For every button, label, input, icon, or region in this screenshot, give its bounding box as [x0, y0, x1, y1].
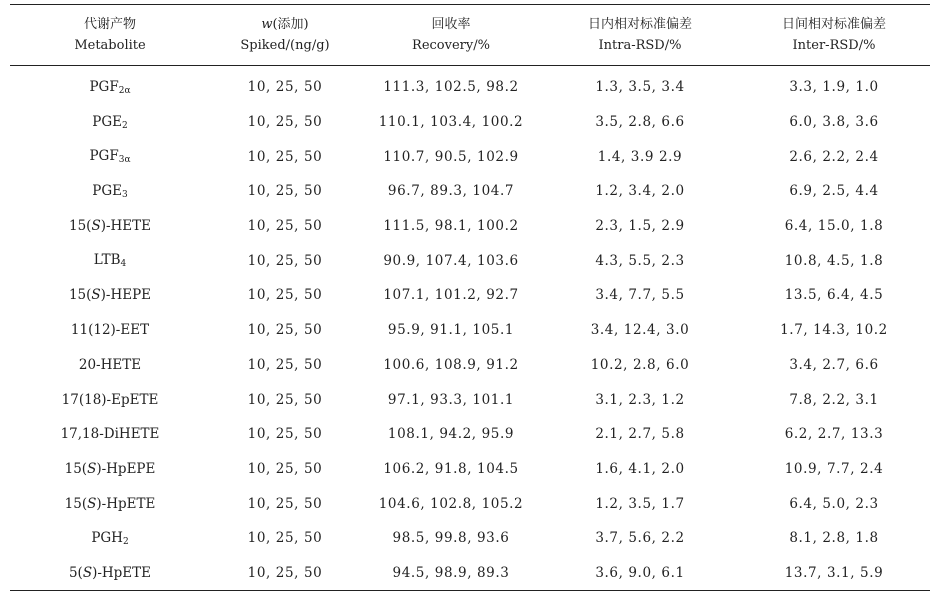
metabolite-name: 5( — [68, 564, 83, 581]
recovery-cell: 110.1, 103.4, 100.2 — [378, 114, 524, 131]
header-recovery-zh: 回收率 — [431, 17, 471, 32]
recovery-cell: 90.9, 107.4, 103.6 — [383, 252, 519, 269]
intra-rsd-cell: 2.3, 1.5, 2.9 — [595, 218, 685, 235]
header-recovery — [360, 5, 542, 66]
inter-rsd-cell: 8.1, 2.8, 1.8 — [789, 530, 879, 547]
recovery-cell: 94.5, 98.9, 89.3 — [392, 564, 510, 581]
metabolite-cell — [10, 105, 210, 140]
metabolite-name: 15( — [64, 460, 88, 477]
intra-rsd-cell: 3.4, 12.4, 3.0 — [590, 322, 690, 339]
metabolite-subscript: 3α — [118, 155, 131, 166]
intra-rsd-cell: 1.6, 4.1, 2.0 — [595, 460, 685, 477]
inter-rsd-cell: 13.7, 3.1, 5.9 — [784, 564, 884, 581]
metabolite-cell — [10, 66, 210, 105]
inter-rsd-cell: 1.7, 14.3, 10.2 — [780, 322, 888, 339]
recovery-cell: 98.5, 99.8, 93.6 — [392, 530, 510, 547]
inter-rsd-cell: 6.2, 2.7, 13.3 — [784, 426, 884, 443]
metabolite-cell — [10, 382, 210, 417]
intra-rsd-cell: 1.2, 3.5, 1.7 — [595, 495, 685, 512]
metabolite-cell — [10, 452, 210, 487]
header-intra-rsd — [542, 5, 738, 66]
header-spiked-var: w — [261, 17, 273, 32]
header-metabolite-en: Metabolite — [74, 38, 146, 53]
intra-rsd-cell: 4.3, 5.5, 2.3 — [595, 252, 685, 269]
table-row — [10, 348, 930, 383]
metabolite-cell — [10, 313, 210, 348]
recovery-cell: 111.5, 98.1, 100.2 — [383, 218, 519, 235]
metabolite-name: 20-HETE — [78, 356, 142, 373]
table-row — [10, 556, 930, 591]
metabolite-name: 17,18-DiHETE — [60, 426, 160, 443]
spiked-cell: 10, 25, 50 — [247, 148, 323, 165]
recovery-cell: 106.2, 91.8, 104.5 — [383, 460, 519, 477]
spiked-cell: 10, 25, 50 — [247, 426, 323, 443]
header-intra-rsd-en: Intra-RSD/% — [598, 38, 682, 53]
inter-rsd-cell: 2.6, 2.2, 2.4 — [789, 148, 879, 165]
intra-rsd-cell: 3.7, 5.6, 2.2 — [595, 530, 685, 547]
table-row — [10, 417, 930, 452]
metabolite-name-tail: )-HpEPE — [96, 460, 156, 477]
header-inter-rsd-zh: 日间相对标准偏差 — [781, 17, 886, 32]
metabolite-cell — [10, 521, 210, 556]
metabolite-stereo: S — [91, 287, 101, 304]
intra-rsd-cell: 10.2, 2.8, 6.0 — [590, 356, 690, 373]
inter-rsd-cell: 6.9, 2.5, 4.4 — [789, 183, 879, 200]
metabolite-stereo: S — [87, 495, 97, 512]
metabolite-name: PGF — [89, 148, 119, 165]
metabolite-stereo: S — [91, 218, 101, 235]
header-spiked-en: Spiked/(ng/g) — [240, 38, 330, 53]
table-row — [10, 66, 930, 105]
metabolite-cell — [10, 556, 210, 591]
metabolite-name: 11(12)-EET — [70, 322, 150, 339]
metabolite-name: 17(18)-EpETE — [61, 391, 159, 408]
recovery-cell: 95.9, 91.1, 105.1 — [387, 322, 515, 339]
table-row — [10, 105, 930, 140]
metabolite-name: PGE — [92, 113, 122, 130]
spiked-cell: 10, 25, 50 — [247, 460, 323, 477]
table-row — [10, 243, 930, 278]
recovery-cell: 107.1, 101.2, 92.7 — [383, 287, 519, 304]
spiked-cell: 10, 25, 50 — [247, 530, 323, 547]
inter-rsd-cell: 10.8, 4.5, 1.8 — [784, 252, 884, 269]
table-row — [10, 174, 930, 209]
table-body — [10, 66, 930, 591]
spiked-cell: 10, 25, 50 — [247, 495, 323, 512]
intra-rsd-cell: 3.4, 7.7, 5.5 — [595, 287, 685, 304]
inter-rsd-cell: 6.4, 5.0, 2.3 — [789, 495, 879, 512]
metabolite-name: 15( — [64, 495, 88, 512]
spiked-cell: 10, 25, 50 — [247, 322, 323, 339]
metabolite-name: PGH — [91, 529, 123, 546]
inter-rsd-cell: 6.0, 3.8, 3.6 — [789, 114, 879, 131]
metabolite-name-tail: )-HpETE — [92, 564, 152, 581]
spiked-cell: 10, 25, 50 — [247, 287, 323, 304]
recovery-cell: 108.1, 94.2, 95.9 — [387, 426, 515, 443]
table-header — [10, 5, 930, 66]
table-row — [10, 452, 930, 487]
spiked-cell: 10, 25, 50 — [247, 183, 323, 200]
spiked-cell: 10, 25, 50 — [247, 252, 323, 269]
header-row — [10, 5, 930, 66]
metabolite-stereo: S — [82, 564, 93, 581]
intra-rsd-cell: 3.5, 2.8, 6.6 — [595, 114, 685, 131]
metabolite-cell — [10, 278, 210, 313]
spiked-cell: 10, 25, 50 — [247, 564, 323, 581]
metabolite-cell — [10, 174, 210, 209]
intra-rsd-cell: 2.1, 2.7, 5.8 — [595, 426, 685, 443]
inter-rsd-cell: 3.3, 1.9, 1.0 — [789, 79, 879, 96]
inter-rsd-cell: 13.5, 6.4, 4.5 — [784, 287, 884, 304]
recovery-table — [10, 4, 930, 591]
metabolite-cell — [10, 243, 210, 278]
intra-rsd-cell: 1.4, 3.9 2.9 — [597, 148, 683, 165]
table-row — [10, 521, 930, 556]
metabolite-name: PGE — [92, 182, 122, 199]
header-recovery-en: Recovery/% — [412, 38, 490, 53]
metabolite-name: LTB — [93, 252, 121, 269]
recovery-cell: 97.1, 93.3, 101.1 — [387, 391, 515, 408]
metabolite-stereo: S — [87, 460, 97, 477]
metabolite-name-tail: )-HETE — [100, 218, 152, 235]
header-metabolite-zh: 代谢产物 — [83, 17, 136, 32]
intra-rsd-cell: 3.1, 2.3, 1.2 — [595, 391, 685, 408]
inter-rsd-cell: 6.4, 15.0, 1.8 — [784, 218, 884, 235]
table-row — [10, 313, 930, 348]
recovery-cell: 110.7, 90.5, 102.9 — [383, 148, 519, 165]
metabolite-subscript: 3 — [122, 189, 128, 200]
metabolite-name: 15( — [68, 287, 92, 304]
spiked-cell: 10, 25, 50 — [247, 356, 323, 373]
table-row — [10, 382, 930, 417]
metabolite-subscript: 4 — [120, 259, 127, 270]
intra-rsd-cell: 1.2, 3.4, 2.0 — [595, 183, 685, 200]
recovery-cell: 100.6, 108.9, 91.2 — [383, 356, 519, 373]
inter-rsd-cell: 10.9, 7.7, 2.4 — [784, 460, 884, 477]
metabolite-name: PGF — [89, 78, 119, 95]
header-inter-rsd-en: Inter-RSD/% — [792, 38, 876, 53]
table-row — [10, 209, 930, 244]
table-row — [10, 486, 930, 521]
metabolite-name-tail: )-HEPE — [100, 287, 152, 304]
inter-rsd-cell: 3.4, 2.7, 6.6 — [789, 356, 879, 373]
metabolite-name-tail: )-HpETE — [96, 495, 156, 512]
metabolite-cell — [10, 209, 210, 244]
metabolite-cell — [10, 486, 210, 521]
inter-rsd-cell: 7.8, 2.2, 3.1 — [789, 391, 879, 408]
intra-rsd-cell: 3.6, 9.0, 6.1 — [595, 564, 685, 581]
header-spiked-zh — [210, 14, 360, 35]
header-intra-rsd-zh: 日内相对标准偏差 — [587, 17, 692, 32]
metabolite-name: 15( — [68, 218, 92, 235]
table-row — [10, 278, 930, 313]
intra-rsd-cell: 1.3, 3.5, 3.4 — [595, 79, 685, 96]
recovery-cell: 96.7, 89.3, 104.7 — [387, 183, 515, 200]
spiked-cell: 10, 25, 50 — [247, 114, 323, 131]
metabolite-cell — [10, 417, 210, 452]
metabolite-cell — [10, 348, 210, 383]
spiked-cell: 10, 25, 50 — [247, 218, 323, 235]
metabolite-cell — [10, 139, 210, 174]
recovery-cell: 111.3, 102.5, 98.2 — [383, 79, 519, 96]
spiked-cell: 10, 25, 50 — [247, 79, 323, 96]
header-spiked-zh-rest: (添加) — [272, 17, 309, 32]
table-row — [10, 139, 930, 174]
metabolite-subscript: 2 — [122, 536, 129, 547]
spiked-cell: 10, 25, 50 — [247, 391, 323, 408]
header-inter-rsd — [738, 5, 930, 66]
recovery-cell: 104.6, 102.8, 105.2 — [378, 495, 524, 512]
header-spiked — [210, 5, 360, 66]
metabolite-subscript: 2α — [118, 85, 131, 96]
metabolite-subscript: 2 — [122, 120, 128, 131]
header-metabolite — [10, 5, 210, 66]
